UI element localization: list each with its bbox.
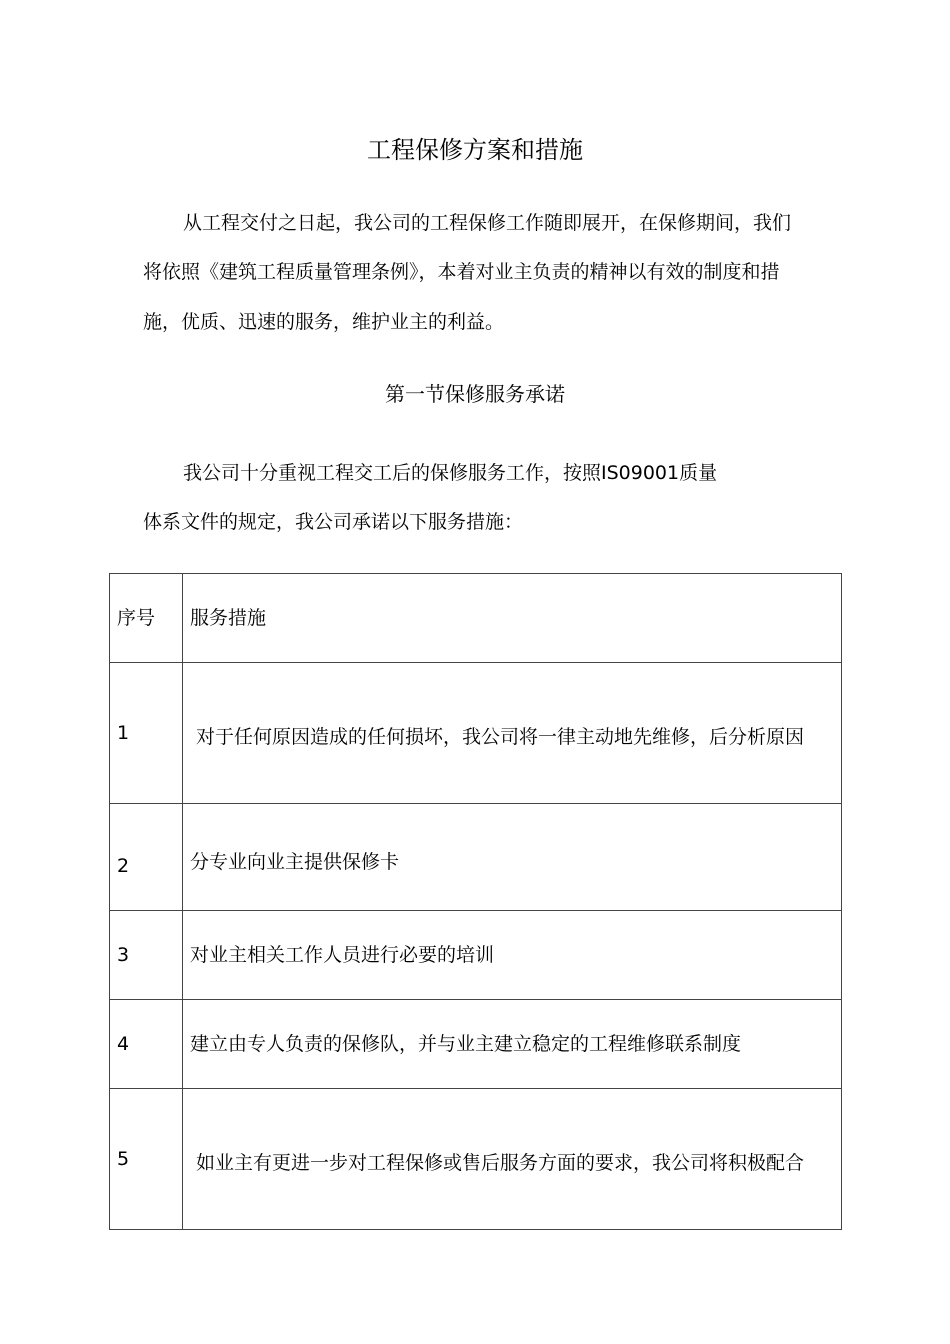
intro-line-3: 施，优质、迅速的服务，维护业主的利益。: [143, 311, 505, 333]
header-num-cell: 序号: [110, 574, 183, 663]
row-measure-cell: 分专业向业主提供保修卡: [183, 804, 842, 911]
table-row: [110, 663, 842, 804]
service-measures-table: [109, 573, 842, 1230]
row-num-cell: 1: [110, 663, 183, 804]
row-measure-cell: 对业主相关工作人员进行必要的培训: [183, 911, 842, 1000]
document-title: 工程保修方案和措施: [367, 136, 583, 164]
table-row: [110, 911, 842, 1000]
intro-line-1: 从工程交付之日起，我公司的工程保修工作随即展开，在保修期间，我们: [183, 212, 792, 234]
section-title: 第一节保修服务承诺: [385, 382, 565, 406]
row-num-cell: 2: [110, 804, 183, 911]
row-measure-cell: 建立由专人负责的保修队，并与业主建立稳定的工程维修联系制度: [183, 1000, 842, 1089]
intro-line-2: 将依照《建筑工程质量管理条例》，本着对业主负责的精神以有效的制度和措: [143, 261, 780, 283]
table-row: [110, 1000, 842, 1089]
row-num-cell: 3: [110, 911, 183, 1000]
row-measure-cell: 对于任何原因造成的任何损坏，我公司将一律主动地先维修，后分析原因: [183, 663, 842, 804]
section-intro-line-1: 我公司十分重视工程交工后的保修服务工作，按照IS09001质量: [183, 462, 718, 484]
header-measure-cell: 服务措施: [183, 574, 842, 663]
row-measure-cell: 如业主有更进一步对工程保修或售后服务方面的要求，我公司将积极配合: [183, 1089, 842, 1230]
table-row: [110, 1089, 842, 1230]
table-row: [110, 804, 842, 911]
row-num-cell: 4: [110, 1000, 183, 1089]
row-num-cell: 5: [110, 1089, 183, 1230]
section-intro-line-2: 体系文件的规定，我公司承诺以下服务措施：: [143, 511, 524, 533]
table-header-row: [110, 574, 842, 663]
